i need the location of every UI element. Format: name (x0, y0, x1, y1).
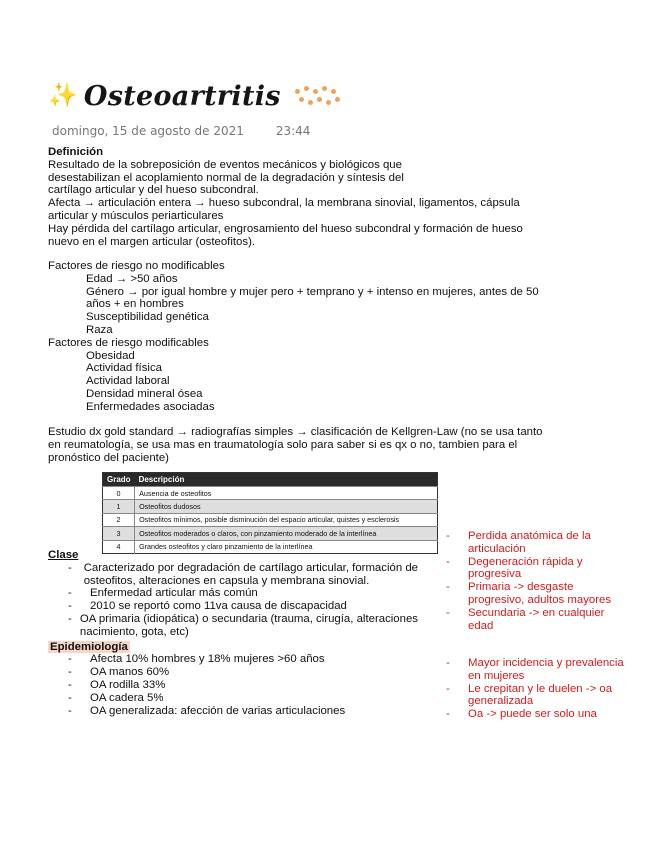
list-item (48, 600, 418, 613)
bullet-dash: - (446, 606, 450, 619)
note-item (426, 607, 636, 633)
table-cell-desc: Grandes osteofitos y claro pinzamiento de la interlínea (135, 540, 438, 553)
bullet-dash: - (68, 691, 72, 704)
page-title: Osteoartritis (83, 80, 281, 112)
table-cell-grado: 3 (103, 527, 135, 540)
factores-no-mod-heading: Factores de riesgo no modificables (48, 260, 225, 272)
definicion-section (48, 146, 523, 248)
list-item (48, 653, 418, 666)
bullet-dash: - (68, 666, 72, 679)
bullet-dash: - (68, 612, 72, 625)
list-item-line: Enfermedad articular más común (90, 587, 258, 600)
list-item-line: OA cadera 5% (90, 691, 164, 704)
bullet-dash: - (68, 587, 72, 600)
note-line: edad (468, 619, 494, 632)
bullet-dash: - (68, 704, 72, 717)
table-header-descripcion: Descripción (135, 473, 438, 487)
list-item-line: OA primaria (idiopática) o secundaria (trauma, cirugía, alteraciones (79, 612, 418, 625)
list-item: Densidad mineral ósea (86, 387, 203, 400)
note-line: generalizada (468, 695, 534, 708)
bullet-dash: - (68, 600, 72, 613)
note-line: Primaria -> desgaste (468, 581, 574, 594)
note-item (426, 657, 636, 683)
list-item: Actividad laboral (86, 375, 170, 388)
clase-section (48, 549, 418, 717)
estudio-line: pronóstico del paciente) (48, 451, 169, 464)
definicion-line: desestabilizan el acoplamiento normal de la degradación y síntesis del (48, 171, 404, 184)
table-header-row (103, 473, 438, 487)
list-item: Susceptibilidad genética (86, 311, 209, 324)
dots-decoration-icon (295, 83, 341, 109)
epidemiologia-heading: Epidemiología (50, 640, 128, 653)
kellgren-table (102, 472, 438, 554)
factores-mod-heading: Factores de riesgo modificables (48, 336, 209, 349)
table-cell-grado: 2 (103, 513, 135, 526)
estudio-line: en reumatología, se usa mas en traumatología solo para saber si es qx o no, tambien para el (48, 438, 518, 451)
table-row (103, 513, 438, 526)
bullet-dash: - (446, 581, 450, 594)
list-item: Actividad física (86, 362, 162, 375)
note-line: Secundaria -> en cualquier (468, 606, 605, 619)
bullet-dash: - (446, 657, 450, 669)
list-item: Edad → >50 años (86, 272, 178, 285)
list-item (48, 692, 418, 705)
table-cell-desc: Ausencia de osteofitos (135, 487, 438, 500)
list-item: años + en hombres (86, 298, 184, 311)
list-item (48, 705, 418, 718)
list-item: Obesidad (86, 349, 135, 362)
table-cell-grado: 0 (103, 487, 135, 500)
list-item: Enfermedades asociadas (86, 400, 215, 413)
list-item-line: OA generalizada: afección de varias articulaciones (90, 704, 346, 717)
list-item: Género → por igual hombre y mujer pero + temprano y + intenso en mujeres, antes de 50 (86, 285, 539, 298)
bullet-dash: - (446, 530, 450, 542)
definicion-heading: Definición (48, 146, 104, 158)
bullet-dash: - (68, 678, 72, 691)
notas-epidemiologia (426, 657, 636, 721)
table-cell-grado: 1 (103, 500, 135, 513)
definicion-line: Afecta → articulación entera → hueso subcondral, la membrana sinovial, ligamentos, cápsula (48, 197, 520, 210)
table-cell-desc: Osteofitos moderados o claros, con pinzamiento moderado de la interlínea (135, 527, 438, 540)
list-item (48, 562, 418, 588)
note-item (426, 556, 636, 582)
page-time: 23:44 (275, 124, 311, 138)
notas-clase (426, 530, 636, 632)
list-item (48, 587, 418, 600)
note-line: Perdida anatómica de la (468, 530, 591, 542)
bullet-dash: - (68, 653, 72, 666)
note-item (426, 530, 636, 556)
definicion-line: Resultado de la sobreposición de eventos mecánicos y biológicos que (48, 158, 402, 171)
note-line: Mayor incidencia y prevalencia (468, 657, 624, 669)
list-item (48, 666, 418, 679)
table-cell-desc: Osteofitos mínimos, posible disminución del espacio articular, quistes y esclerosis (135, 513, 438, 526)
page-timestamp (52, 124, 310, 138)
table-row (103, 487, 438, 500)
list-item-line: osteofitos, alteraciones en capsula y membrana sinovial. (83, 574, 370, 587)
bullet-dash: - (446, 555, 450, 568)
note-line: Le crepitan y le duelen -> oa (468, 682, 613, 695)
epidemiologia-heading-row (48, 641, 418, 654)
note-line: articulación (468, 542, 526, 555)
kellgren-table-wrapper (102, 472, 438, 554)
sparkles-icon: ✨ (48, 82, 78, 109)
note-item (426, 683, 636, 709)
clase-heading: Clase (48, 549, 79, 561)
bullet-dash: - (68, 561, 72, 574)
list-item-line: nacimiento, gota, etc) (79, 625, 189, 638)
list-item-line: OA manos 60% (90, 666, 170, 679)
list-item (48, 679, 418, 692)
note-line: en mujeres (468, 669, 525, 682)
page-date: domingo, 15 de agosto de 2021 (52, 124, 244, 138)
note-item (426, 708, 636, 721)
list-item-line: Caracterizado por degradación de cartílago articular, formación de (83, 561, 418, 574)
table-cell-grado: 4 (103, 540, 135, 553)
estudio-section (48, 426, 543, 464)
table-cell-desc: Osteofitos dudosos (135, 500, 438, 513)
note-line: progresivo, adultos mayores (468, 593, 612, 606)
list-item-line: 2010 se reportó como 11va causa de discapacidad (90, 600, 347, 613)
definicion-line: Hay pérdida del cartílago articular, engrosamiento del hueso subcondral y formación de hueso (48, 222, 523, 235)
list-item-line: Afecta 10% hombres y 18% mujeres >60 años (90, 653, 325, 666)
table-header-grado: Grado (103, 473, 135, 487)
table-row (103, 527, 438, 540)
note-line: Oa -> puede ser solo una (468, 708, 597, 721)
note-line: progresiva (468, 568, 522, 581)
note-line: Degeneración rápida y (468, 555, 583, 568)
note-item (426, 581, 636, 607)
definicion-line: articular y músculos periarticulares (48, 209, 224, 222)
definicion-line: nuevo en el margen articular (osteofitos). (48, 235, 256, 248)
definicion-line: cartílago articular y del hueso subcondral. (48, 184, 259, 197)
table-row (103, 500, 438, 513)
list-item-line: OA rodilla 33% (90, 678, 166, 691)
bullet-dash: - (446, 682, 450, 695)
estudio-line: Estudio dx gold standard → radiografías simples → clasificación de Kellgren-Law (no se usa tanto (48, 426, 543, 438)
title-row (48, 76, 341, 116)
list-item (48, 613, 418, 639)
bullet-dash: - (446, 708, 450, 721)
list-item: Raza (86, 323, 113, 336)
factores-section (48, 260, 539, 414)
